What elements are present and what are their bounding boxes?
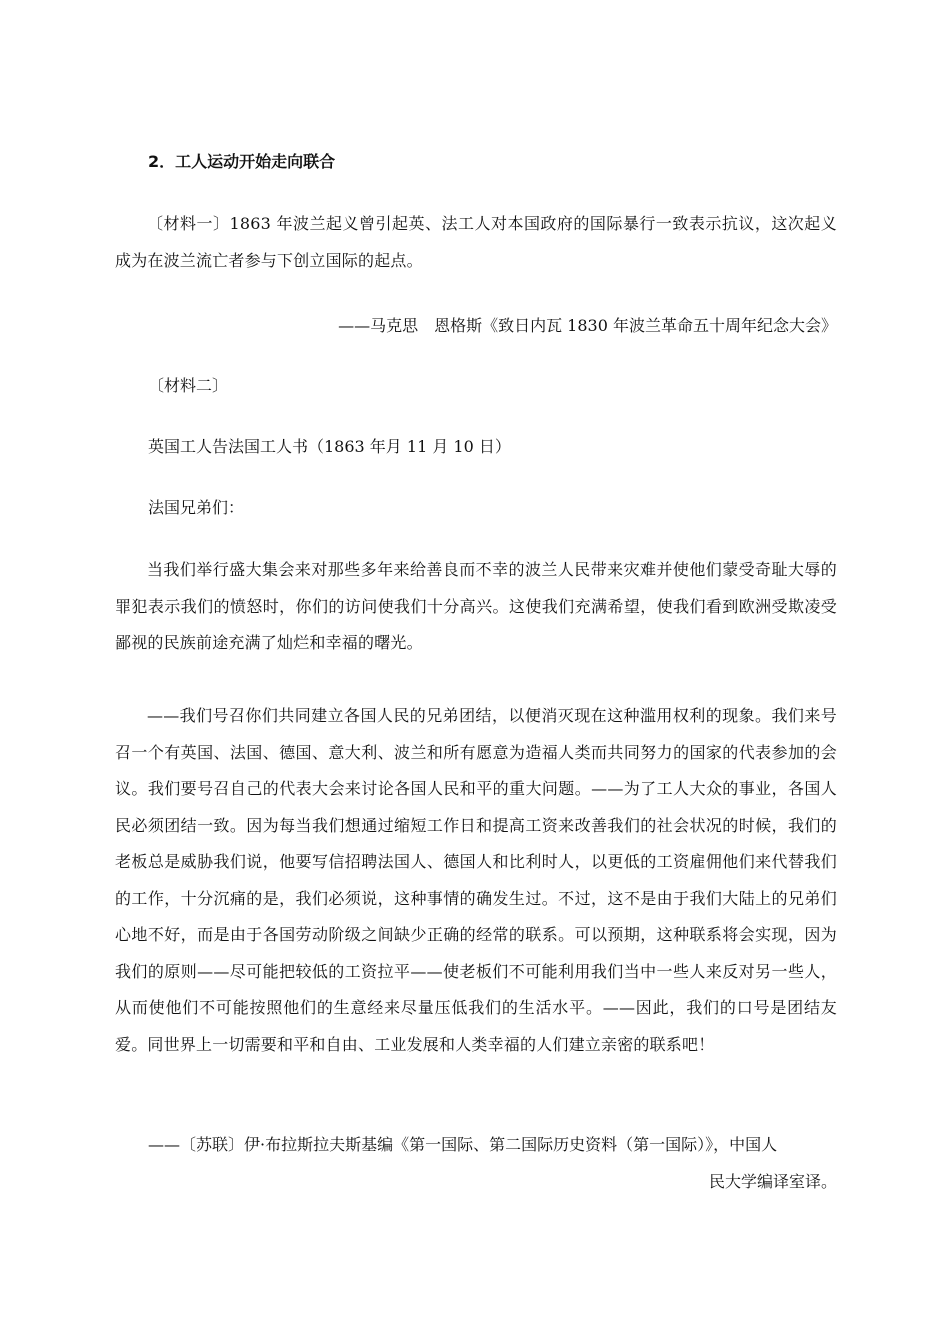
letter-title: 英国工人告法国工人书（1863 年月 11 月 10 日） — [148, 437, 511, 456]
letter-paragraph-two: ——我们号召你们共同建立各国人民的兄弟团结，以便消灭现在这种滥用权利的现象。我们来号召一个有英国、法国、德国、意大利、波兰和所有愿意为造福人类而共同努力的国家的代表参加的会议。我们要号召自己的代表大会来讨论各国人民和平的重大问题。——为了工人大众的事业，各国人民必须团结一致。因为每当我们想通过缩短工作日和提高工资来改善我们的社会状况的时候，我们的老板总是威胁我们说，他要写信招聘法国人、德国人和比利时人，以更低的工资雇佣他们来代替我们的工作，十分沉痛的是，我们必须说，这种事情的确发生过。不过，这不是由于我们大陆上的兄弟们心地不好，而是由于各国劳动阶级之间缺少正确的经常的联系。可以预期，这种联系将会实现，因为我们的原则——尽可能把较低的工资拉平——使老板们不可能利用我们当中一些人来反对另一些人，从而使他们不可能按照他们的生意经来尽量压低我们的生活水平。——因此，我们的口号是团结友爱。同世界上一切需要和平和自由、工业发展和人类幸福的人们建立亲密的联系吧！ — [115, 706, 837, 1054]
material-two-label: 〔材料二〕 — [148, 376, 229, 395]
material-one-citation: ——马克思 恩格斯《致日内瓦 1830 年波兰革命五十周年纪念大会》 — [338, 316, 837, 335]
letter-paragraph-one: 当我们举行盛大集会来对那些多年来给善良而不幸的波兰人民带来灾难并使他们蒙受奇耻大辱的罪犯表示我们的愤怒时，你们的访问使我们十分高兴。这使我们充满希望，使我们看到欧洲受欺凌受鄙视的民族前途充满了灿烂和幸福的曙光。 — [115, 560, 837, 652]
letter-salutation: 法国兄弟们： — [148, 498, 245, 517]
section-heading: 2．工人运动开始走向联合 — [148, 152, 336, 171]
material-one-text: 〔材料一〕1863 年波兰起义曾引起英、法工人对本国政府的国际暴行一致表示抗议，这次起义成为在波兰流亡者参与下创立国际的起点。 — [115, 214, 837, 270]
material-two-citation-line-one: ——〔苏联〕伊·布拉斯拉夫斯基编《第一国际、第二国际历史资料（第一国际）》，中国人 — [148, 1135, 778, 1154]
material-two-citation-line-two: 民大学编译室译。 — [708, 1172, 837, 1191]
